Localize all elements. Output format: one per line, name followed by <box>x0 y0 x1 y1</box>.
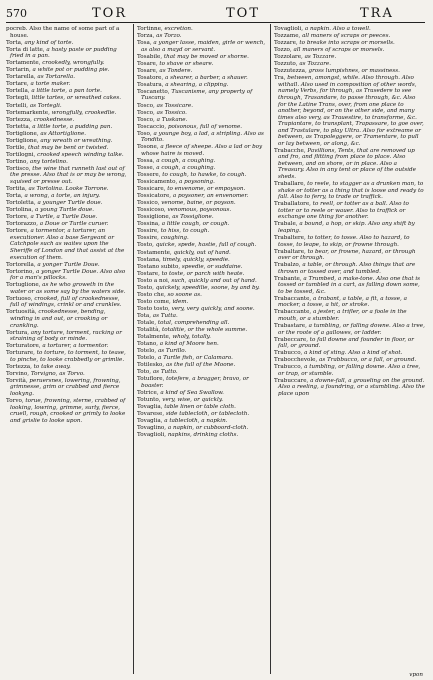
column-right <box>274 26 425 674</box>
dictionary-entry: Trabacche, Pavillions, Tents, that are removed up and fro, and flitting from place to place. Also between, and on shore, or in place. Also a Treasury. Also in any tent or place of the outside sheds. <box>274 147 416 181</box>
dictionary-entry: Tortore, a Turtle, a Turtle Doue. <box>6 214 98 221</box>
dictionary-entry: Torvità, peruersnes, lowering, frowning, grimnesse, grim or crabbed and fierce lookyng. <box>6 377 121 397</box>
running-header <box>6 5 425 21</box>
dictionary-entry: Tosto, quicke, spede, hastie, full of cough. <box>137 242 257 249</box>
header-word-right: TRA <box>360 5 394 21</box>
header-word-left: TOR <box>92 5 128 21</box>
dictionary-entry: Tortuosità, crookednesse, bending, winding in and out, or crooking or crankling. <box>6 309 108 329</box>
dictionary-entry: Tortelli, as Tortegli. <box>6 102 62 109</box>
dictionary-entry: Tossico, venome, baine, or poyson. <box>137 200 236 207</box>
dictionary-entry: Torta, any kind of torte. <box>6 39 74 46</box>
dictionary-entry: Trabaccante, a jester, a trifler, or a foole in the mouth, or a stumbler. <box>274 309 407 323</box>
dictionary-entry: Torturare, to torture, to torment, to tease, to pinche, to looke crabbedly or grimlie. <box>6 350 126 363</box>
dictionary-entry: Tortoletta, a younger Turtle doue. <box>6 200 103 207</box>
dictionary-entry: Totilesko, as the full of the Moone. <box>137 362 236 369</box>
dictionary-entry: Totelo, as Turillo. <box>137 348 187 355</box>
dictionary-entry: Toscanetto, Tuscanisme, any property of Tuscany. <box>137 88 253 102</box>
dictionary-entry: Tortiglione, any wreath or wreathing. <box>6 137 113 144</box>
dictionary-entry: Tortamente, crookedly, wrongfully. <box>6 60 105 67</box>
dictionary-entry: Tota, as Tutta. <box>137 312 178 319</box>
dictionary-entry: Tostamente, quickly, out of hand. <box>137 249 231 256</box>
dictionary-entry: Tozzo, all maners of scraps or morsels. <box>274 47 385 54</box>
dictionary-entry: Totelo, a Turtle fish, or Calamaro. <box>137 355 233 362</box>
dictionary-entry: Torvino, Torvigno, as Torvo. <box>6 370 85 377</box>
dictionary-entry: Tortorino, a yonger Turtle Doue. Also also for a man's pillocks. <box>6 268 126 282</box>
dictionary-entry: Totano, a kind of Moore hen. <box>137 341 219 348</box>
dictionary-entry: Totrice, a kind of Sea Swallow. <box>137 389 224 396</box>
dictionary-entry: Tosa, a yonger lasse, maiden, girle or wench, as also a mayd or servant. <box>137 40 266 53</box>
dictionary-entry: Tortarella, as Tortarella. <box>6 74 75 81</box>
dictionary-entry: Tosto come, idem. <box>137 298 189 305</box>
dictionary-entry: Torta, a wrong, a torte, an injury. <box>6 193 100 200</box>
dictionary-entry: Traballatore, to reell, or totter as a ball. Also to totter or to reele or wauer. Also to traffick or exchange one thing for another. <box>274 201 409 221</box>
dictionary-entry: Trabocchevole, as Trabbucco, or a fall, or ground. <box>274 357 417 364</box>
header-word-mid: TOT <box>226 5 260 21</box>
dictionary-entry: Tozzolare, as Tozzare. <box>274 54 337 61</box>
dictionary-entry: Tossiglione, as Tossiglione. <box>137 214 214 221</box>
dictionary-entry: Totalmente, wholy, totally. <box>137 334 211 341</box>
dictionary-entry: Tortare, a torte maker. <box>6 81 71 88</box>
dictionary-entry: Tosto a noi, such, quickly and out of hand. <box>137 277 257 284</box>
dictionary-entry: Tortolina, a young Turtle doue. <box>6 207 95 214</box>
dictionary-entry: Tosatore, a shearer, a barber, a shauer. <box>137 74 248 81</box>
dictionary-entry: Tossire, to hiss, to cough. <box>137 228 210 235</box>
dictionary-entry: Tortezza, to take away. <box>6 363 71 370</box>
dictionary-entry: Tortino, any tortelino. <box>6 158 68 165</box>
dictionary-entry: Tortilogni, crooked speech winding talke. <box>6 151 124 158</box>
dictionary-entry: Totuflore, totefere, a bragger, bravo, or boaster. <box>137 376 249 389</box>
dictionary-entry: Tovaglia, a tablecloth, a napkin. <box>137 418 228 425</box>
dictionary-entry: Tortorazzo, a Doue or Turtle curuer. <box>6 221 109 228</box>
dictionary-entry: Toso, a younge boy, a lad, a stripling. Also as Tondito. <box>137 130 264 144</box>
dictionary-entry: Totunto, very, wise, or quickly. <box>137 396 224 403</box>
dictionary-entry: Trabuccare, a downe-fall, a groueling on the ground. Also a reeling, a foundring, or a stumbling. Also the place upon <box>274 377 425 398</box>
dictionary-entry: Tovaglia, table linen or table cloth. <box>137 404 236 411</box>
dictionary-entry: Torvo, torue, frowning, sterne, crabbed of looking, lowring, grimme, surly, fierce, cruell, rough, crooked or grimly to looke and grislie to looke upon. <box>6 398 126 424</box>
dictionary-entry: Tossicatore, a poysoner, an envenomer. <box>137 193 249 200</box>
dictionary-entry: pocreb. Also the name of some part of a house. <box>6 26 120 39</box>
dictionary-entry: Tortuoso, crooked, full of crookednesse, full of windings, crinkl or and crankles. <box>6 295 122 309</box>
dictionary-entry: Trabucco, a kind of sting. Also a kind of shot. <box>274 350 403 357</box>
dictionary-entry: Tostana, timely, quickly, speedie. <box>137 256 230 263</box>
dictionary-entry: Tossere, to cough, to hawke, to cough. <box>137 171 247 178</box>
dictionary-entry: Tostano subito, speedie, or suddaine. <box>137 263 243 270</box>
dictionary-entry: Trabaltere, to totter, to tosse. Also to hazard, to tosse, to leape, to skip, or frowne through. <box>274 234 410 248</box>
dictionary-entry: Tosto tosto, very, very quickly, and soone. <box>137 305 255 312</box>
dictionary-entry: Tovaglino, a napkin, or cubboord-cloth. <box>137 425 249 432</box>
dictionary-entry: Tossire, coughing. <box>137 235 189 242</box>
dictionary-entry: Tosco, a Tuskane. <box>137 116 188 123</box>
page-number: 570 <box>6 6 27 20</box>
column-divider <box>270 24 271 674</box>
header-rule <box>6 22 425 23</box>
dictionary-entry: Trabaccante, a trabant, a table, a fit, a tosse, a mocker, a tosse, a hit, or stroke. <box>274 295 407 309</box>
dictionary-entry: Tosare, to shave or sheare. <box>137 60 214 67</box>
dictionary-entry: Tosatura, a shearing, a clipping. <box>137 81 229 88</box>
column-divider <box>133 24 134 674</box>
dictionary-entry: Tozzutezza, gross lumpishnes, or massiness. <box>274 68 400 75</box>
dictionary-entry: Tortarin, a white pot or pudding pie. <box>6 67 110 74</box>
dictionary-entry: Tossicare, to envenome, or empoyson. <box>137 186 246 193</box>
dictionary-entry: Tozzame, all maners of scraps or peeces. <box>274 33 391 40</box>
dictionary-entry: Tossicamento, a poysoning. <box>137 179 215 186</box>
dictionary-entry: Tortella, a little torte, a pan torte. <box>6 88 102 95</box>
column-middle <box>137 26 267 674</box>
dictionary-entry: Trabeccare, to fall downe and founder in floor, or fall, or ground. <box>274 336 414 350</box>
dictionary-entry: Traballare, to reele, to stagger as a drunken man, to shake or totter as a thing that is loose and ready to fall. Also to ferry, to trade or traffick. <box>274 181 424 201</box>
dictionary-entry: Toto, as Tutto. <box>137 369 178 376</box>
dictionary-entry: Tosare, as Tondere. <box>137 67 193 74</box>
dictionary-entry: Totalità, totalitie, or the whole summe. <box>137 327 248 334</box>
dictionary-entry: Totale, total, comprehending all. <box>137 319 230 326</box>
dictionary-entry: Toscaccio, poisonous, full of venome. <box>137 123 243 130</box>
dictionary-entry: Tortura, any torture, torment, racking or straining of body or minde. <box>6 329 122 343</box>
dictionary-entry: Tosto, quickely, speedilie, soone, by and by. <box>137 284 260 291</box>
dictionary-entry: Tortiglione, as Attortiglione. <box>6 130 87 137</box>
dictionary-entry: Tovaglioli, a napkin. Also a towell. <box>274 26 371 32</box>
dictionary-entry: Tosco, as Tossico. <box>137 109 187 116</box>
dictionary-entry: Torturatore, a torturer, a tormentor. <box>6 343 109 350</box>
dictionary-entry: Tosco, as Tossicare. <box>137 102 194 109</box>
dictionary-entry: Tostare, to toste, or parch with heate. <box>137 270 245 277</box>
dictionary-entry: Trabalzo, a table, or through. Also things that are thrown or tossed over, and tumbled. <box>274 262 416 275</box>
catchword: vpon <box>409 672 423 678</box>
dictionary-entry: Tozzuto, as Tozzare. <box>274 61 331 68</box>
dictionary-entry: Tortinne, excretion. <box>137 26 193 32</box>
dictionary-entry: Tosabile, that may be moved or shorne. <box>137 53 249 60</box>
dictionary-entry: Trabaltare, to bear, or frowne, hazard, or through over or through. <box>274 248 416 262</box>
dictionary-entry: Tortita, as Tortolina. Looke Torrone. <box>6 186 109 193</box>
dictionary-entry: Tortezza, crookednesse. <box>6 116 75 123</box>
dictionary-entry: Torta di latte, a hasty paste or pudding fried in a pan. <box>6 46 117 60</box>
column-left <box>6 26 130 674</box>
dictionary-entry: Tortore, a tormentor, a torturer, an executioner. Also a base Sergeant or Catchpole such as waites upon the Sheriffe of London and that assist at the execution of them. <box>6 228 125 261</box>
dictionary-entry: Tortuglione, as he who groweth in the water or as some say by the waters side. <box>6 282 126 295</box>
dictionary-entry: Tra, between, amongst, while. Also through. Also withall. Also used in composition of other words, namely Verbs, for through, as Trasedere to see through, Trasandare, to passe through, &c. Also for the Latine Trans, over, from one place to another, beyond, or on the other side, and many times also very, as Trauestire, to transforme, &c. Trapiantare, to transplant, Trapassare, to goe over, and Trastulare, to play Ultra. Also for extreame or between, as Trapoleggere, or Tramentare, to pull or lay between, or along, &c. <box>274 75 424 147</box>
dictionary-entry: Trabale, a bound, a hop, or skip. Also any shift by leaping. <box>274 221 415 234</box>
dictionary-entry: Tortemarkente, wrongfully, crookedlie. <box>6 109 117 116</box>
dictionary-entry: Tosto che, so soone as. <box>137 291 202 298</box>
dictionary-entry: Trabucco, a tumbling, or falling downe. Also a tree, or trap, or stumble. <box>274 364 421 377</box>
dictionary-entry: Tozzare, to breake into scraps or morsells. <box>274 40 395 47</box>
dictionary-entry: Tossina, a little cough, or cough. <box>137 221 230 228</box>
dictionary-entry: Tosone, a fleece of sheepe. Also a lad or boy whose haire is moved. <box>137 144 263 157</box>
dictionary-entry: Torza, as Torzo. <box>137 33 182 40</box>
dictionary-entry: Tossicoso, venomous, poysonous. <box>137 207 232 214</box>
dictionary-entry: Tortegli, little tartes, or wreathed cakes. <box>6 95 122 102</box>
dictionary-entry: Tossa, a cough, a coughing. <box>137 157 216 164</box>
dictionary-entry: Tovarese, side tablecloth, or tablecloth. <box>137 411 250 418</box>
dictionary-entry: Trabastare, a tumbling, or falling downe. Also a tree, or the roote of a gallowes, or ladder. <box>274 323 425 336</box>
dictionary-entry: Tortisco, the wine that runneth last out of the presse. Also that is or may be wrong, squised or presse out. <box>6 165 127 186</box>
dictionary-entry: Tosse, a cough, a coughing. <box>137 164 216 171</box>
dictionary-entry: Tortile, that may be bent or twisted. <box>6 144 109 151</box>
dictionary-entry: Tortetta, a little torte, a pudding pan. <box>6 123 113 130</box>
dictionary-entry: Tovaglioli, napkins, drinking cloths. <box>137 432 239 439</box>
dictionary-entry: Tortorella, a yonger Turtle Doue. <box>6 261 100 268</box>
dictionary-entry: Trabante, a Trumbed, a make-tone. Also one that is tossed or tumbled in a cart, as falling down some, to be tossed, &c. <box>274 275 421 295</box>
